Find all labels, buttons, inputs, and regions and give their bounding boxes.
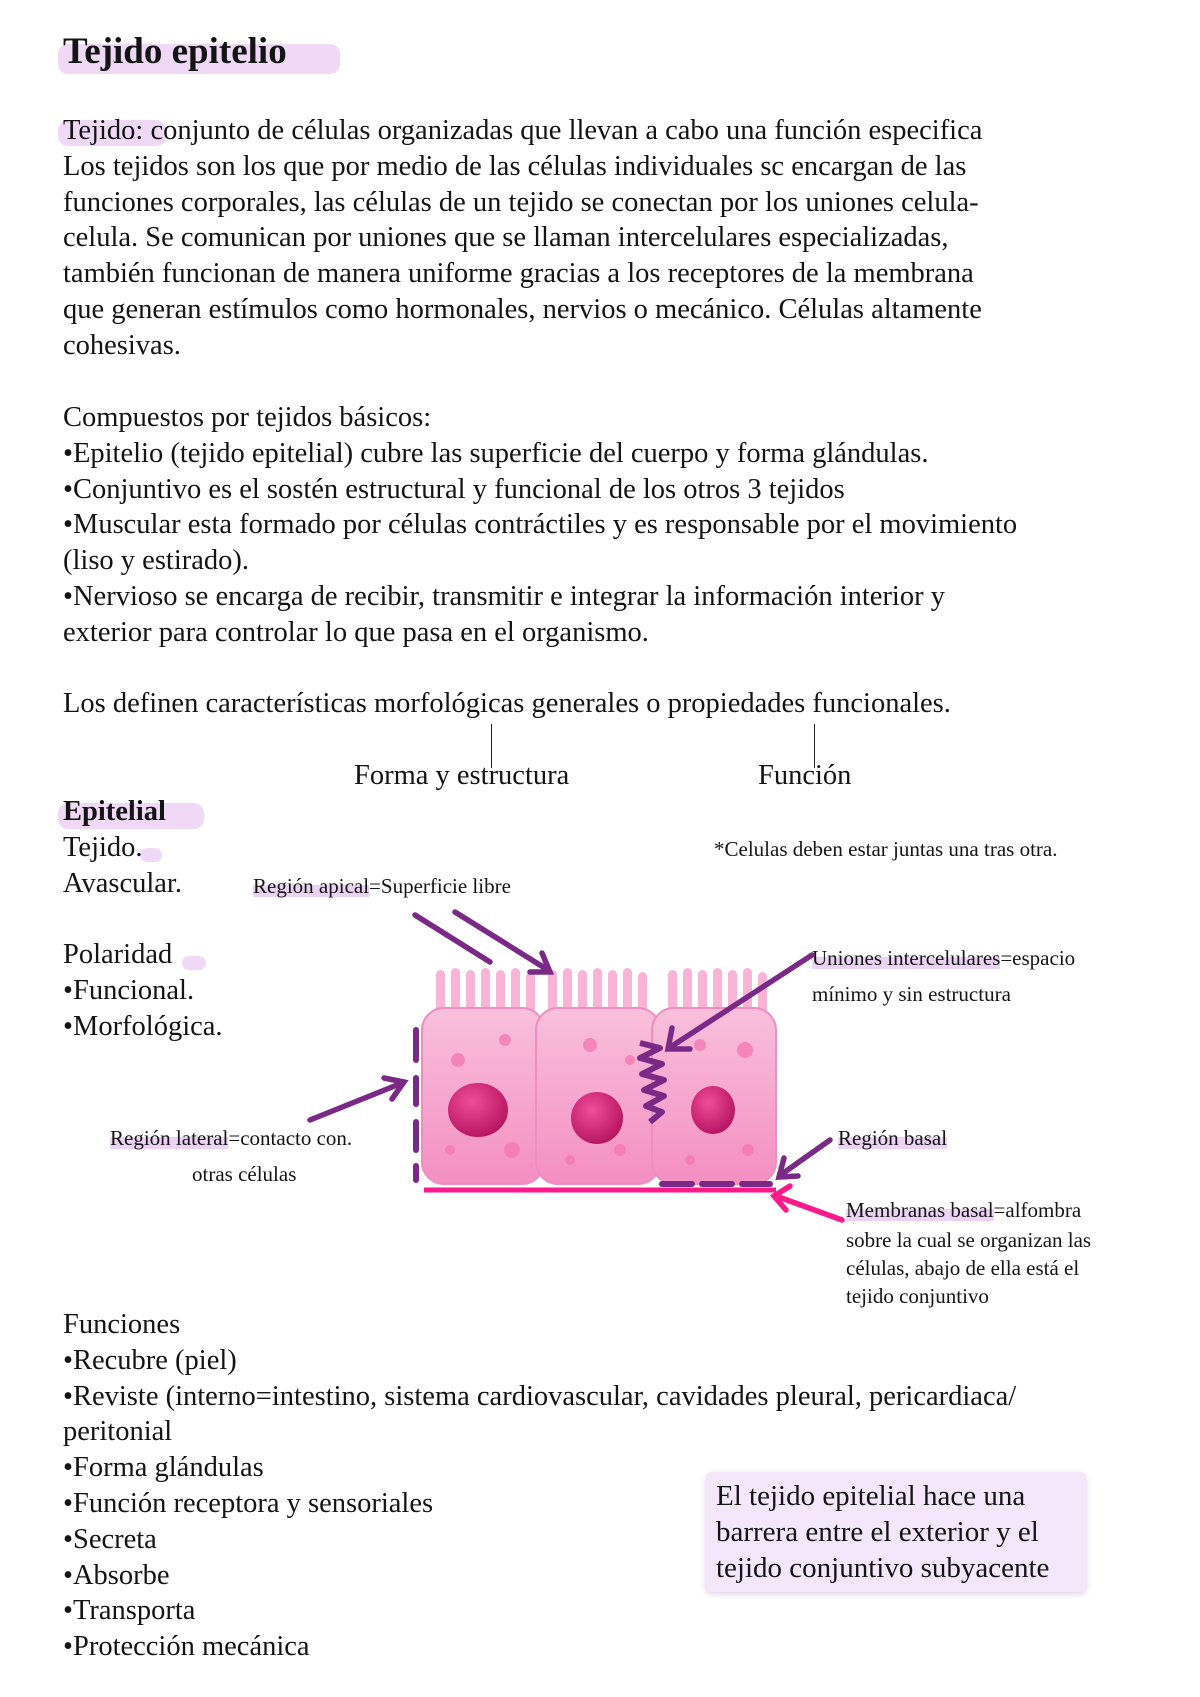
list-item: •Muscular esta formado por células contráctiles y es responsable por el movimiento [63, 509, 1018, 541]
list-item: (liso y estirado). [63, 545, 250, 577]
diagram-note: *Celulas deben estar juntas una tras otra. [714, 837, 1058, 861]
label-basal-term: Región basal [838, 1126, 948, 1150]
label-membrana-desc-3: células, abajo de ella está el [846, 1256, 1080, 1280]
label-membrana-desc-2: sobre la cual se organizan las [846, 1228, 1092, 1252]
list-item: exterior para controlar lo que pasa en el organismo. [63, 616, 649, 648]
intro-line: cohesivas. [63, 329, 181, 361]
list-item: •Secreta [63, 1523, 157, 1555]
callout-text [716, 1478, 1086, 1586]
label-apical-term: Región apical [253, 874, 370, 898]
list-item: •Absorbe [63, 1559, 170, 1591]
label-membrana-desc-4: tejido conjuntivo [846, 1284, 989, 1308]
polaridad-item: •Funcional. [63, 974, 195, 1006]
intro-line: Los tejidos son los que por medio de las células individuales sc encargan de las [63, 150, 967, 182]
intro-line: también funcionan de manera uniforme gracias a los receptores de la membrana [63, 258, 974, 290]
intro-line: funciones corporales, las células de un tejido se conectan por los uniones celula- [63, 186, 979, 218]
list-item: •Protección mecánica [63, 1631, 310, 1663]
polaridad-item: •Morfológica. [63, 1010, 223, 1042]
callout-line: El tejido epitelial hace una [716, 1480, 1026, 1512]
list-item: •Función receptora y sensoriales [63, 1487, 434, 1519]
nucleus-cell-1 [448, 1083, 508, 1137]
callout-line: tejido conjuntivo subyacente [716, 1552, 1050, 1584]
arrow-apical-2 [455, 912, 550, 972]
list-item: peritonial [63, 1416, 173, 1448]
funciones-heading: Funciones [63, 1309, 181, 1340]
label-uniones-desc: =espacio [1000, 946, 1076, 970]
list-item: •Nervioso se encarga de recibir, transmitir e integrar la información interior y [63, 580, 945, 612]
callout-line: barrera entre el exterior y el [716, 1516, 1039, 1548]
epitelial-heading: Epitelial [63, 796, 166, 827]
epitelial-item: Tejido. [63, 831, 143, 863]
label-apical-desc: =Superficie libre [369, 874, 511, 898]
label-membrana-desc: =alfombra [993, 1198, 1082, 1222]
arrow-basal [779, 1140, 830, 1177]
list-item: •Transporta [63, 1595, 196, 1627]
label-membrana-term: Membranas basal [846, 1198, 994, 1222]
intro-line: que generan estímulos como hormonales, nervios o mecánico. Células altamente [63, 293, 982, 325]
list-item: •Reviste (interno=intestino, sistema cardiovascular, cavidades pleural, pericardiaca/ [63, 1380, 1017, 1412]
epitelial-item: Avascular. [63, 867, 182, 899]
polaridad-heading: Polaridad [63, 939, 173, 971]
intro-line: Tejido: conjunto de células organizadas que llevan a cabo una función especifica [63, 115, 983, 146]
basics-heading: Compuestos por tejidos básicos: [63, 402, 432, 433]
arrow-membrana [774, 1186, 842, 1220]
label-uniones-desc-2: mínimo y sin estructura [812, 982, 1011, 1006]
nucleus-cell-2 [571, 1092, 623, 1144]
list-item: •Conjuntivo es el sostén estructural y funcional de los otros 3 tejidos [63, 473, 845, 505]
arrow-apical-1 [415, 915, 490, 962]
page-title: Tejido epitelio [63, 31, 287, 72]
label-uniones-term: Uniones intercelulares [812, 946, 1001, 970]
label-lateral-desc-2: otras células [192, 1162, 297, 1186]
nucleus-cell-3 [691, 1086, 735, 1134]
list-item: •Epitelio (tejido epitelial) cubre las superficie del cuerpo y forma glándulas. [63, 437, 929, 469]
list-item: •Recubre (piel) [63, 1344, 237, 1376]
intro-line: celula. Se comunican por uniones que se llaman intercelulares especializadas, [63, 222, 949, 254]
branch-label-function: Función [758, 760, 852, 791]
label-lateral-desc: =contacto con. [228, 1126, 353, 1150]
label-lateral-term: Región lateral [110, 1126, 229, 1150]
list-item: •Forma glándulas [63, 1452, 264, 1484]
branch-label-structure: Forma y estructura [354, 760, 570, 791]
arrow-lateral [310, 1078, 404, 1120]
defined-by-text: Los definen características morfológicas generales o propiedades funcionales. [63, 688, 951, 719]
